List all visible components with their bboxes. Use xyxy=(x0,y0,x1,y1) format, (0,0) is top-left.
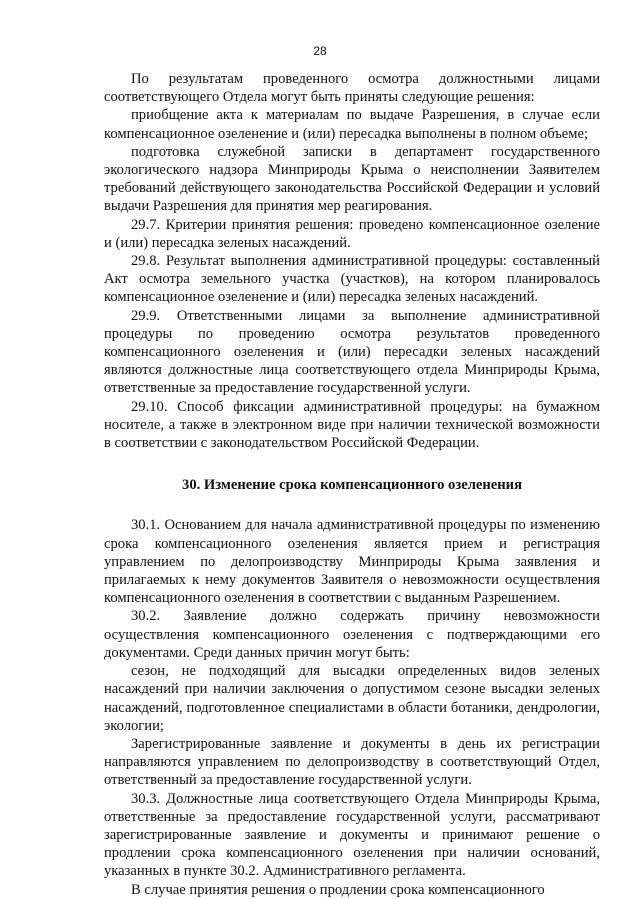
paragraph-29-10: 29.10. Способ фиксации административной процедуры: на бумажном носителе, а также в электронном виде при наличии технической возможности в соответствии с законодательством Российской Федерации. xyxy=(104,398,600,452)
paragraph: Зарегистрированные заявление и документы в день их регистрации направляются управлением по делопроизводству в соответствующий Отдел, ответственный за предоставление государственной услуги. xyxy=(104,735,600,789)
paragraph-30-2: 30.2. Заявление должно содержать причину невозможности осуществления компенсационного озеленения с подтверждающими его документами. Среди данных причин могут быть: xyxy=(104,608,600,661)
paragraph: По результатам проведенного осмотра должностными лицами соответствующего Отдела могут быть приняты следующие решения: xyxy=(104,71,600,106)
paragraph-continued: В случае принятия решения о продлении срока компенсационного xyxy=(131,881,545,898)
page-number: 28 xyxy=(313,44,327,58)
paragraph: приобщение акта к материалам по выдаче Разрешения, в случае если компенсационное озеленение и (или) пересадка выполнены в полном объеме; xyxy=(104,107,600,142)
paragraph-29-7: 29.7. Критерии принятия решения: проведено компенсационное озеление и (или) пересадка зеленых насаждений. xyxy=(104,216,600,251)
paragraph: сезон, не подходящий для высадки определенных видов зеленых насаждений при наличии заключения о допустимом сезоне высадки зеленых насаждений, подготовленное специалистами в области ботаники, дендрологии, экологии; xyxy=(104,663,600,734)
paragraph: подготовка служебной записки в департамент государственного экологического надзора Минприроды Крыма о неисполнении Заявителем требований действующего законодательства Российской Федерации и условий выдачи Разрешения для принятия мер реагирования. xyxy=(104,143,600,215)
document-body xyxy=(104,70,600,899)
section-heading: 30. Изменение срока компенсационного озеленения xyxy=(182,477,522,494)
paragraph-30-3: 30.3. Должностные лица соответствующего Отдела Минприроды Крыма, ответственные за предоставление государственной услуги, рассматривают зарегистрированные заявление и документы и принимают решение о продлении срока компенсационного озеленения при наличии оснований, указанных в пункте 30.2. Административного регламента. xyxy=(104,790,600,880)
paragraph-29-8: 29.8. Результат выполнения административной процедуры: составленный Акт осмотра земельного участка (участков), на котором планировалось компенсационное озеленение и (или) пересадка зеленых насаждений. xyxy=(104,253,600,306)
paragraph-29-9: 29.9. Ответственными лицами за выполнение административной процедуры по проведению осмотра результатов проведенного компенсационного озеленения и (или) пересадки зеленых насаждений являются должностные лица соответствующего отдела Минприроды Крыма, ответственные за предоставление государственной услуги. xyxy=(104,307,600,397)
paragraph-30-1: 30.1. Основанием для начала административной процедуры по изменению срока компенсационного озеленения является прием и регистрация управлением по делопроизводству Минприроды Крыма заявления и прилагаемых к нему документов Заявителя о невозможности осуществления компенсационного озеленения в соответствии с выданным Разрешением. xyxy=(104,517,600,607)
